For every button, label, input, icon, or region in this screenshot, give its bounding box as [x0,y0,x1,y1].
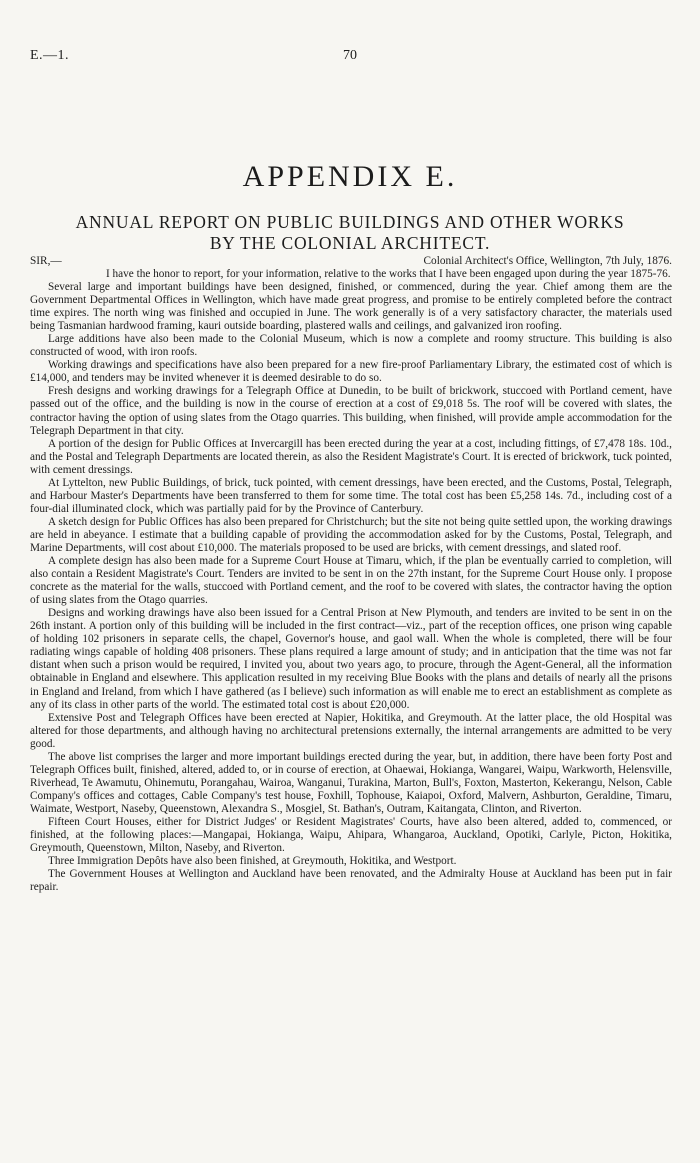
report-title [30,212,670,254]
appendix-heading: APPENDIX E. [242,160,458,193]
paragraph: Large additions have also been made to the Colonial Museum, which is now a complete and roomy structure. This building is also constructed of wood, with iron roofs. [30,333,672,359]
paragraph: A portion of the design for Public Offices at Invercargill has been erected during the year at a cost, including fittings, of £7,478 18s. 10d., and the Postal and Telegraph Departments are located therein, as also the Resident Magistrate's Court. It is erected of brickwork, tuck pointed, with cement dressings. [30,437,672,476]
paragraph: Designs and working drawings have also been issued for a Central Prison at New Plymouth, and tenders are invited to be sent in on the 26th instant. A portion only of this building will be included in the first contract—viz., part of the reception offices, one prison wing capable of holding 102 prisoners in separate cells, the chapel, Governor's house, and gaol wall. When the whole is completed, there will be four radiating wings capable of holding 408 prisoners. These plans required a large amount of study; and in anticipation that the time was not far distant when such a prison would be required, I invited you, about two years ago, to procure, through the Agent-General, all the information obtainable in England and elsewhere. This application resulted in my receiving Blue Books with the plans and details of nearly all the prisons in England and Ireland, from which I have gathered (as I believe) such information as will enable me to erect an establishment as complete as any of its class in other parts of the world. The estimated total cost is about £20,000. [30,607,672,711]
paragraph: A complete design has also been made for a Supreme Court House at Timaru, which, if the plan be eventually carried to completion, will also contain a Resident Magistrate's Court. Tenders are invited to be sent in on the 27th instant, for the Supreme Court House only. I propose concrete as the material for the walls, stuccoed with Portland cement, and the roof to be covered with slates, the contractor having the option of using slates from the Otago quarries. [30,555,672,607]
paragraph: The above list comprises the larger and more important buildings erected during the year, but, in addition, there have been forty Post and Telegraph Offices built, finished, altered, added to, or in course of erection, at Ohaewai, Hokianga, Wangarei, Waipu, Warkworth, Helensville, Riverhead, Te Awamutu, Ohinemutu, Porangahau, Wairoa, Wanganui, Turakina, Marton, Bull's, Foxton, Masterton, Kekerangu, Nelson, Cable Company's offices and cottages, Cable Company's test house, Foxhill, Tophouse, Kaiapoi, Oxford, Malvern, Ashburton, Geraldine, Timaru, Waimate, Westport, Naseby, Queenstown, Alexandra S., Mosgiel, St. Bathan's, Outram, Kaitangata, Clinton, and Riverton. [30,750,672,815]
paragraph: At Lyttelton, new Public Buildings, of brick, tuck pointed, with cement dressings, have been erected, and the Customs, Postal, Telegraph, and Harbour Master's Departments have been transferred to them for some time. The total cost has been £5,258 14s. 7d., including cost of a four-dial illuminated clock, which was partially paid for by the Province of Canterbury. [30,476,672,515]
dateline: Colonial Architect's Office, Wellington, 7th July, 1876. [423,255,672,267]
paragraph: I have the honor to report, for your information, relative to the works that I have been engaged upon during the year 1875-76. [106,268,671,280]
salutation: SIR,— [30,255,62,267]
report-body [30,268,672,894]
report-title-line-1: ANNUAL REPORT ON PUBLIC BUILDINGS AND OTHER WORKS [75,212,625,232]
paragraph: Three Immigration Depôts have also been finished, at Greymouth, Hokitika, and Westport. [48,855,457,868]
section-code: E.—1. [30,48,70,63]
paragraph: The Government Houses at Wellington and Auckland have been renovated, and the Admiralty House at Auckland has been put in fair repair. [30,868,672,894]
paragraph: Fifteen Court Houses, either for District Judges' or Resident Magistrates' Courts, have also been altered, added to, commenced, or finished, at the following places:—Mangapai, Hokianga, Waipu, Ahipara, Whangaroa, Auckland, Opotiki, Carlyle, Picton, Hokitika, Greymouth, Queenstown, Milton, Naseby, and Riverton. [30,815,672,855]
report-title-line-2: BY THE COLONIAL ARCHITECT. [209,233,491,253]
page-number: 70 [343,48,357,63]
paragraph: Working drawings and specifications have also been prepared for a new fire-proof Parliamentary Library, the estimated cost of which is £14,000, and tenders may be invited whenever it is deemed desirable to do so. [30,359,672,385]
paragraph: A sketch design for Public Offices has also been prepared for Christchurch; but the site not being quite settled upon, the working drawings are held in abeyance. I estimate that a building capable of providing the accommodation asked for by the Customs, Postal, Telegraph, and Marine Departments, will cost about £10,000. The materials proposed to be used are bricks, with cement dressings, and slated roof. [30,515,672,554]
paragraph: Several large and important buildings have been designed, finished, or commenced, during the year. Chief among them are the Government Departmental Offices in Wellington, which have made great progress, and promise to be entirely completed before the contract time expires. The north wing was finished and occupied in June. The work generally is of a very satisfactory character, the materials used being Tasmanian hardwood framing, kauri outside boarding, plastered walls and ceilings, and galvanized iron roofing. [30,281,672,333]
paragraph: Fresh designs and working drawings for a Telegraph Office at Dunedin, to be built of brickwork, stuccoed with Portland cement, have passed out of the office, and the building is now in the course of erection at a cost of £9,018 5s. The roof will be covered with slates, the contractor having the option of using slates from the Otago quarries. This building, when finished, will provide ample accommodation for the Telegraph Department in that city. [30,385,672,437]
paragraph: Extensive Post and Telegraph Offices have been erected at Napier, Hokitika, and Greymouth. At the latter place, the old Hospital was altered for those departments, and although having no architectural pretensions externally, the internal arrangements are admitted to be very good. [30,711,672,750]
